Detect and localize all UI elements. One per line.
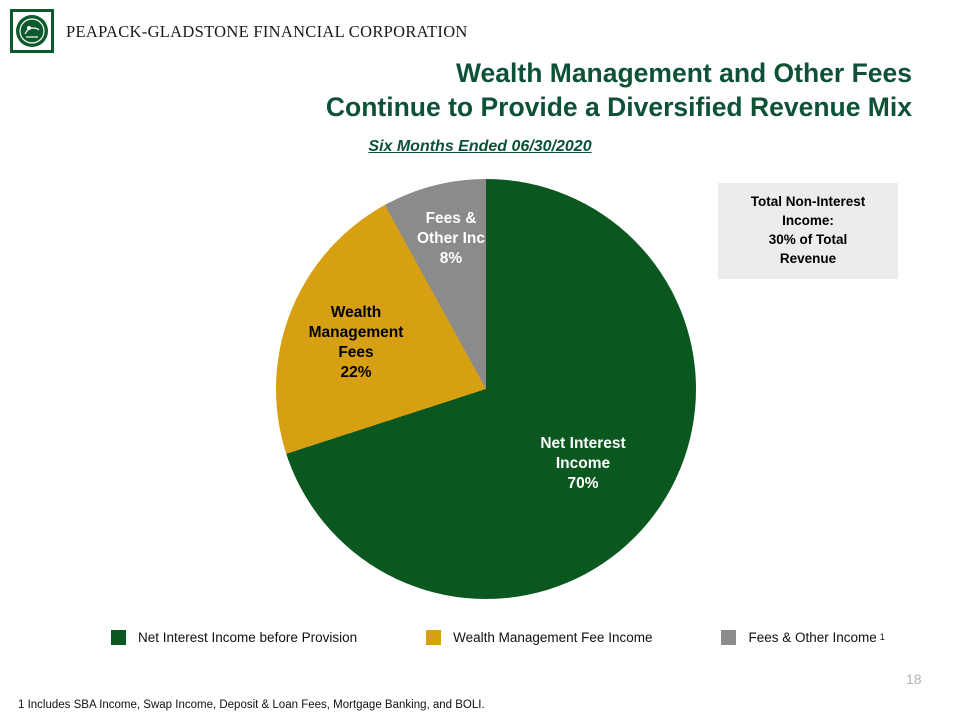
legend-item-net-interest-income bbox=[111, 630, 357, 645]
chart-legend bbox=[105, 626, 905, 648]
wm-label-line3: Fees bbox=[338, 344, 374, 361]
slide-header bbox=[0, 0, 960, 60]
page-title-line1: Wealth Management and Other Fees bbox=[456, 58, 912, 88]
legend-footnote-marker: 1 bbox=[879, 632, 885, 642]
company-logo bbox=[10, 9, 54, 53]
pie-slice-label-fees-other-income bbox=[396, 209, 506, 269]
footnote: 1 Includes SBA Income, Swap Income, Deposit & Loan Fees, Mortgage Banking, and BOLI. bbox=[18, 699, 485, 711]
legend-swatch-icon bbox=[111, 630, 126, 645]
legend-swatch-icon bbox=[426, 630, 441, 645]
wm-label-line2: Management bbox=[308, 324, 404, 341]
page-subtitle: Six Months Ended 06/30/2020 bbox=[368, 138, 592, 155]
callout-line-2: Income: bbox=[782, 213, 834, 228]
callout-line-4: Revenue bbox=[779, 251, 837, 266]
page-title bbox=[0, 56, 940, 124]
page-title-line2: Continue to Provide a Diversified Revenue Mix bbox=[325, 92, 912, 122]
nii-label-line2: Income bbox=[555, 455, 611, 472]
callout-line-1: Total Non-Interest bbox=[750, 194, 866, 209]
legend-label: Fees & Other Income bbox=[748, 629, 877, 645]
total-non-interest-income-callout bbox=[718, 183, 898, 279]
wm-label-value: 22% bbox=[340, 364, 372, 381]
legend-label: Net Interest Income before Provision bbox=[138, 629, 358, 645]
fees-label-value: 8% bbox=[439, 250, 463, 267]
revenue-mix-pie-chart bbox=[276, 179, 696, 599]
pie-slice-label-net-interest-income bbox=[508, 434, 658, 494]
wm-label-line1: Wealth bbox=[330, 304, 382, 321]
pie-slice-label-wealth-management-fees bbox=[286, 303, 426, 383]
legend-item-wealth-management-fee-income bbox=[426, 630, 652, 645]
peapack-gladstone-seal-icon bbox=[16, 15, 48, 47]
legend-item-fees-other-income bbox=[721, 630, 884, 645]
legend-label: Wealth Management Fee Income bbox=[453, 629, 653, 645]
fees-label-line1: Fees & bbox=[425, 210, 477, 227]
callout-line-3: 30% of Total bbox=[768, 232, 848, 247]
fees-label-line2: Other Inc bbox=[416, 230, 486, 247]
company-name: PEAPACK-GLADSTONE FINANCIAL CORPORATION bbox=[66, 22, 468, 41]
page-number: 18 bbox=[906, 671, 922, 687]
legend-swatch-icon bbox=[721, 630, 736, 645]
nii-label-line1: Net Interest bbox=[540, 435, 626, 452]
nii-label-value: 70% bbox=[567, 475, 599, 492]
